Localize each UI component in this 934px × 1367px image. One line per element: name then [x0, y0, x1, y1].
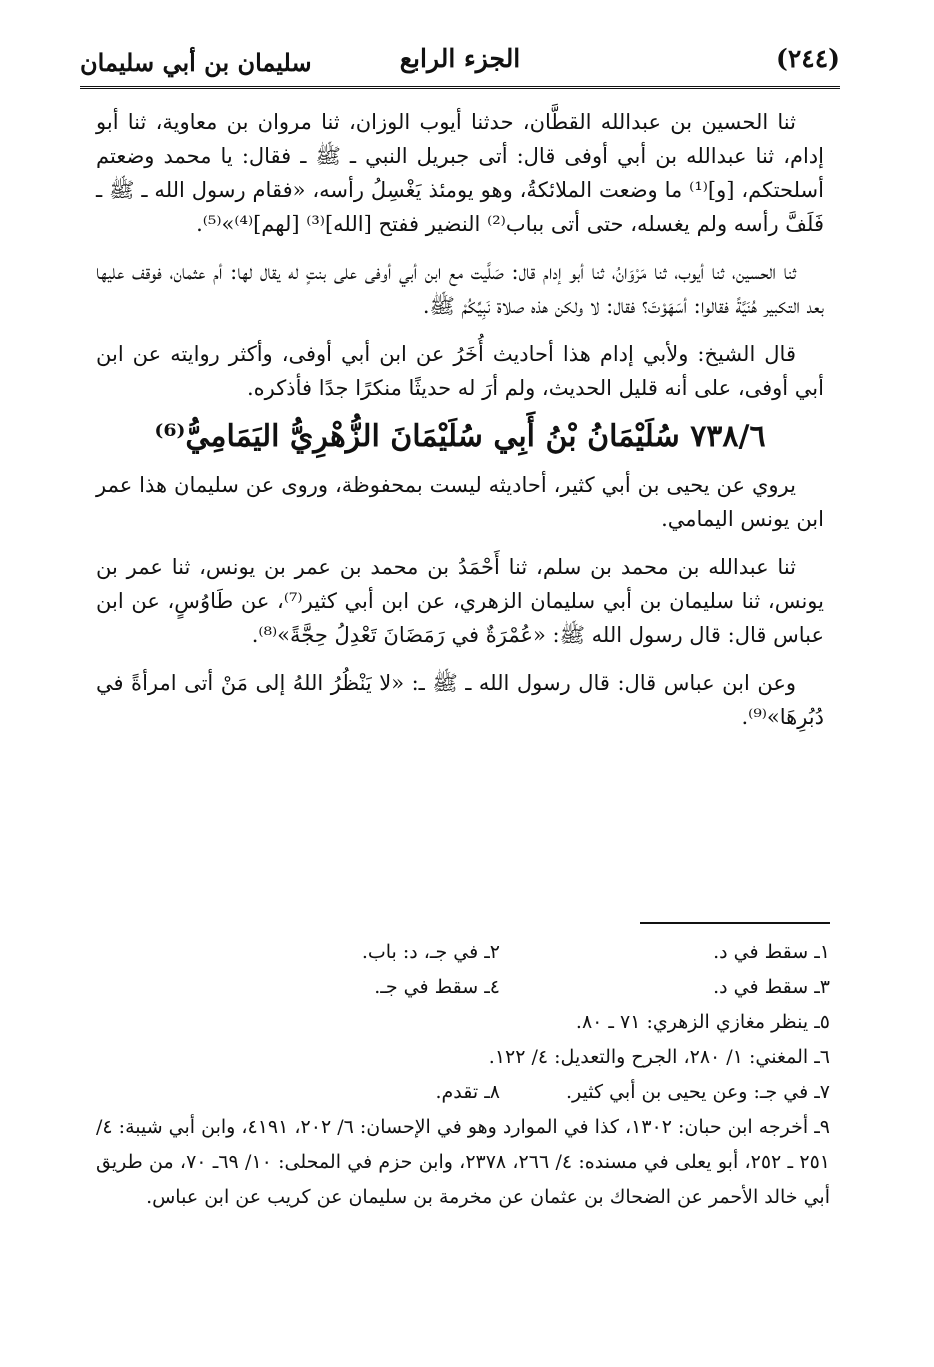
- paragraph-1: ثنا الحسين بن عبدالله القطَّان، حدثنا أيوب الوزان، ثنا مروان بن معاوية، ثنا أبو إدام، ثنا عبدالله بن أبي أوفى قال: أتى جبريل النبي ـ ﷺ ـ فقال: يا محمد وضعتم أسلحتكم، [و]⁽¹⁾ ما وضعت الملائكةُ، وهو يومئذ يَغْسِلُ رأسه، «فقام رسول الله ـ ﷺ ـ فَلَفَّ رأسه ولم يغسله، حتى أتى بباب⁽²⁾ النضير ففتح [الله]⁽³⁾ [لهم]⁽⁴⁾»⁽⁵⁾.: [96, 110, 824, 236]
- footnote-row: [96, 970, 830, 1005]
- running-title: سليمان بن أبي سليمان: [80, 48, 312, 77]
- footnote-2: ٢ـ في جـ، د: باب.: [361, 941, 500, 963]
- footnote-row: [96, 935, 830, 970]
- footnote-6: ٦ـ المغني: ١/ ٢٨٠، الجرح والتعديل: ٤/ ١٢٢.: [488, 1046, 830, 1068]
- paragraph-4: يروي عن يحيى بن أبي كثير، أحاديثه ليست بمحفوظة، وروى عن سليمان هذا عمر ابن يونس اليمامي.: [96, 473, 824, 531]
- footnotes: [96, 935, 830, 1215]
- footnote-rule: [640, 922, 830, 924]
- paragraph-2: ثنا الحسين، ثنا أيوب، ثنا مَرْوَانُ، ثنا أبو إدام قال: صَلَّيت مع ابن أبي أوفى على بنتٍ له يقال لها: أم عثمان، فوقف عليها بعد التكبير هُنَيَّةً فقالوا: أسَهَوْتَ؟ فقال: لا ولكن هذه صلاة نَبِيِّكُمْ ﷺ.: [96, 260, 824, 318]
- page-header: [80, 38, 840, 88]
- header-rule: [80, 86, 840, 89]
- footnote-5: ٥ـ ينظر مغازي الزهري: ٧١ ـ ٨٠.: [575, 1011, 830, 1033]
- paragraph-3: قال الشيخ: ولأبي إدام هذا أحاديث أُخَرُ عن ابن أبي أوفى، وأكثر روايته عن ابن أبي أوفى، على أنه قليل الحديث، ولم أرَ له حديثًا منكرًا جدًا فأذكره.: [96, 342, 824, 400]
- paragraph-6: وعن ابن عباس قال: قال رسول الله ـ ﷺ ـ: «لا يَنْظُرُ اللهُ إلى مَنْ أتى امرأةً في دُبُرِهَا»⁽⁹⁾.: [96, 671, 824, 729]
- paragraph-5: ثنا عبدالله بن محمد بن سلم، ثنا أَحْمَدُ بن محمد بن عمر بن يونس، ثنا عمر بن يونس، ثنا سليمان بن أبي سليمان الزهري، عن ابن أبي كثير⁽⁷⁾، عن طَاوُسٍ، عن ابن عباس قال: قال رسول الله ﷺ: «عُمْرَةٌ في رَمَضَانَ تَعْدِلُ حِجَّةً»⁽⁸⁾.: [96, 555, 825, 647]
- entry-heading: ٧٣٨/٦ سُلَيْمَانُ بْنُ أَبِي سُلَيْمَانَ الزُّهْرِيُّ اليَمَامِيُّ⁽⁶⁾: [154, 419, 766, 454]
- footnote-4: ٤ـ سقط في جـ.: [374, 976, 500, 998]
- footnote-9: ٩ـ أخرجه ابن حبان: ١٣٠٢، كذا في الموارد وهو في الإحسان: ٦/ ٢٠٢، ٤١٩١، وابن أبي شيبة: ٤/ ٢٥١ ـ ٢٥٢، أبو يعلى في مسنده: ٤/ ٢٦٦، ٢٣٧٨، وابن حزم في المحلى: ١٠/ ٦٩ـ ٧٠، من طريق أبي خالد الأحمر عن الضحاك بن عثمان عن مخرمة بن سليمان عن كريب عن ابن عباس.: [96, 1116, 831, 1208]
- footnote-8: ٨ـ تقدم.: [435, 1081, 500, 1103]
- footnote-row: [96, 1040, 830, 1075]
- footnote-1: ١ـ سقط في د.: [713, 941, 830, 963]
- page-number: (٢٤٤): [776, 44, 840, 73]
- footnote-7: ٧ـ في جـ: وعن يحيى بن أبي كثير.: [566, 1081, 830, 1103]
- footnote-3: ٣ـ سقط في د.: [713, 976, 830, 998]
- main-text: [96, 105, 824, 748]
- footnote-row: [96, 1075, 830, 1110]
- footnote-row: [96, 1005, 830, 1040]
- volume-title: الجزء الرابع: [399, 44, 521, 73]
